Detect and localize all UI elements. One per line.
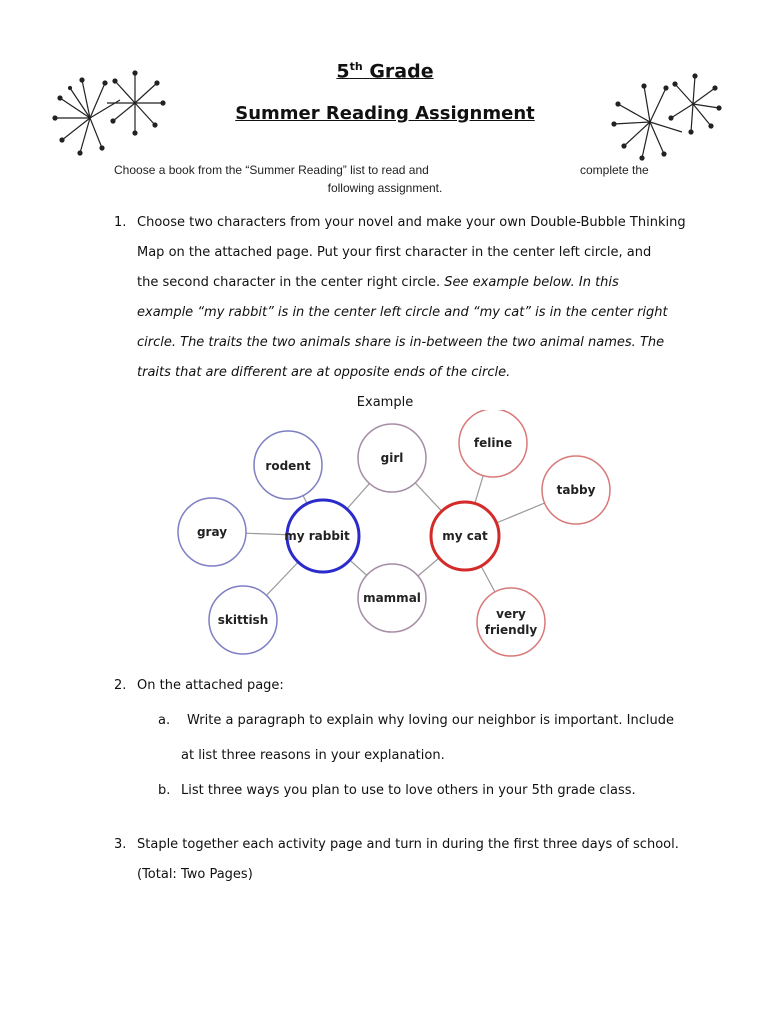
intro-right: complete the xyxy=(580,163,649,177)
label-my-rabbit: my rabbit xyxy=(284,529,350,543)
item1-line3: the second character in the center right circle. See example below. In this xyxy=(137,275,619,290)
label-very: very xyxy=(496,607,526,621)
item1-text xyxy=(137,208,697,388)
item3-number: 3. xyxy=(114,837,127,852)
label-rodent: rodent xyxy=(265,459,311,473)
label-friendly: friendly xyxy=(484,623,538,637)
item1-line1: Choose two characters from your novel and make your own Double-Bubble Thinking xyxy=(137,215,686,230)
item2b-label: b. xyxy=(158,783,171,798)
label-girl: girl xyxy=(380,451,404,465)
page-subtitle: Summer Reading Assignment xyxy=(235,103,535,124)
item2a-line2: at list three reasons in your explanation. xyxy=(181,748,445,763)
item2a-line1: Write a paragraph to explain why loving our neighbor is important. Include xyxy=(187,713,674,728)
page-title: 5th Grade xyxy=(336,60,434,83)
label-skittish: skittish xyxy=(217,613,269,627)
example-label: Example xyxy=(356,395,414,410)
item2b-text: List three ways you plan to use to love others in your 5th grade class. xyxy=(181,783,636,798)
item2a-label: a. xyxy=(158,713,171,728)
label-tabby: tabby xyxy=(556,483,596,497)
item3-line1: Staple together each activity page and turn in during the first three days of school. xyxy=(137,837,679,852)
label-feline: feline xyxy=(473,436,513,450)
label-gray: gray xyxy=(196,525,228,539)
item1-line4: example “my rabbit” is in the center left circle and “my cat” is in the center right xyxy=(137,305,668,320)
item1-number: 1. xyxy=(114,215,127,230)
label-my-cat: my cat xyxy=(442,529,488,543)
intro-line2: following assignment. xyxy=(327,181,443,195)
item1-line6: traits that are different are at opposite ends of the circle. xyxy=(137,365,511,380)
item3-line2: (Total: Two Pages) xyxy=(137,867,253,882)
double-bubble-map xyxy=(0,410,770,665)
item2-number: 2. xyxy=(114,678,127,693)
intro-left: Choose a book from the “Summer Reading” list to read and xyxy=(114,163,429,177)
item1-line2: Map on the attached page. Put your first character in the center left circle, and xyxy=(137,245,652,260)
label-mammal: mammal xyxy=(363,591,421,605)
bubble-very-friendly xyxy=(477,588,545,656)
item2-text: On the attached page: xyxy=(137,678,284,693)
item1-line5: circle. The traits the two animals share is in-between the two animal names. The xyxy=(137,335,665,350)
